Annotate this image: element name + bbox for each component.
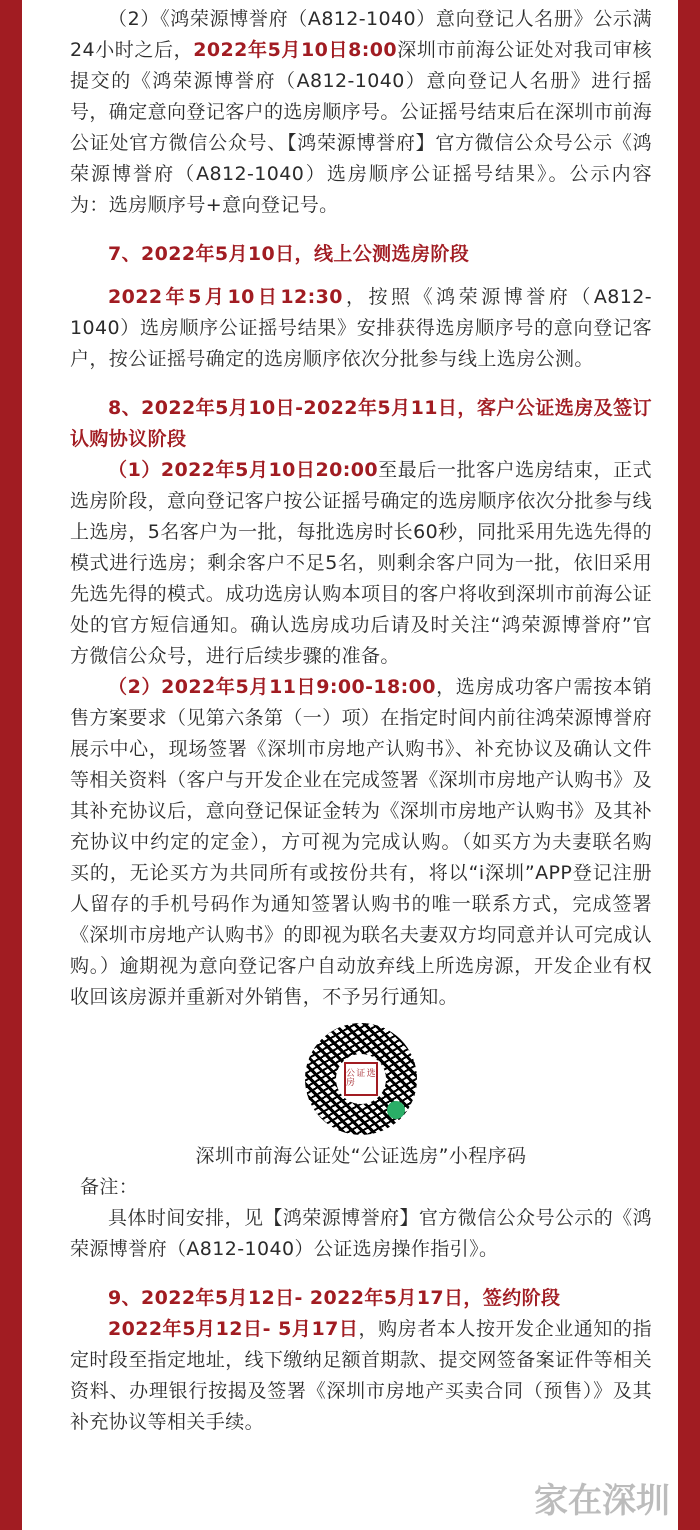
left-red-border [0, 0, 22, 1530]
highlight-date: （2）2022年5月11日9:00-18:00 [108, 676, 436, 698]
section-8-item-2 [70, 672, 652, 1013]
mini-program-icon [387, 1101, 405, 1119]
section-8-heading: 8、2022年5月10日-2022年5月11日，客户公证选房及签订认购协议阶段 [70, 397, 652, 450]
seal-icon: 公证选房 [344, 1062, 378, 1096]
paragraph-text: ，购房者本人按开发企业通知的指定时段至指定地址，线下缴纳足额首期款、提交网签备案证件等相关资料、办理银行按揭及签署《深圳市房地产买卖合同（预售）》及其补充协议等相关手续。 [70, 1318, 653, 1433]
highlight-date: 2022年5月12日- 5月17日 [108, 1318, 359, 1340]
section-9-heading: 9、2022年5月12日- 2022年5月17日，签约阶段 [108, 1287, 561, 1309]
article-body [70, 0, 652, 1438]
qr-code-block [70, 1023, 652, 1135]
section-9-body [70, 1314, 652, 1438]
highlight-date: 2022年5月10日12:30 [108, 286, 343, 308]
paragraph-text: 至最后一批客户选房结束，正式选房阶段，意向登记客户按公证摇号确定的选房顺序依次分批参与线上选房，5名客户为一批，每批选房时长60秒，同批采用先选先得的模式进行选房；剩余客户不足5名，则剩余客户同为一批，依旧采用先选先得的模式。成功选房认购本项目的客户将收到深圳市前海公证处的官方短信通知。确认选房成功后请及时关注“鸿荣源博誉府”官方微信公众号，进行后续步骤的准备。 [70, 459, 653, 667]
right-red-border [678, 0, 700, 1530]
paragraph-text: ，按照《鸿荣源博誉府（A812-1040）选房顺序公证摇号结果》安排获得选房顺序号的意向登记客户，按公证摇号确定的选房顺序依次分批参与线上选房公测。 [70, 286, 652, 370]
section-8-item-1 [70, 455, 652, 672]
highlight-date: （1）2022年5月10日20:00 [108, 459, 378, 481]
qr-caption: 深圳市前海公证处“公证选房”小程序码 [195, 1145, 527, 1167]
note-label: 备注： [80, 1176, 139, 1198]
paragraph-text: 深圳市前海公证处对我司审核提交的《鸿荣源博誉府（A812-1040）意向登记人名册》进行摇号，确定意向登记客户的选房顺序号。公证摇号结束后在深圳市前海公证处官方微信公众号、【鸿荣源博誉府】官方微信公众号公示《鸿荣源博誉府（A812-1040）选房顺序公证摇号结果》。公示内容为：选房顺序号+意向登记号。 [70, 39, 653, 216]
section-7-heading: 7、2022年5月10日，线上公测选房阶段 [108, 243, 470, 265]
paragraph-text: （2）《鸿荣源博誉府（A812-1040）意向登记人名册》公示满24小时之后， [70, 8, 652, 61]
mini-program-qr-code[interactable] [305, 1023, 417, 1135]
qr-center-logo [336, 1054, 386, 1104]
site-watermark: 家在深圳 [534, 1481, 670, 1521]
section-7-body [70, 282, 652, 375]
highlight-date: 2022年5月10日8:00 [193, 39, 397, 61]
note-text: 具体时间安排，见【鸿荣源博誉府】官方微信公众号公示的《鸿荣源博誉府（A812-1040）公证选房操作指引》。 [70, 1207, 652, 1260]
paragraph-registration-list [70, 4, 652, 221]
paragraph-text: ，选房成功客户需按本销售方案要求（见第六条第（一）项）在指定时间内前往鸿荣源博誉府展示中心，现场签署《深圳市房地产认购书》、补充协议及确认文件等相关资料（客户与开发企业在完成签署《深圳市房地产认购书》及其补充协议后，意向登记保证金转为《深圳市房地产认购书》及其补充协议中约定的定金），方可视为完成认购。（如买方为夫妻联名购买的，无论买方为共同所有或按份共有，将以“i深圳”APP登记注册人留存的手机号码作为通知签署认购书的唯一联系方式，完成签署《深圳市房地产认购书》的即视为联名夫妻双方均同意并认可完成认购。）逾期视为意向登记客户自动放弃线上所选房源，开发企业有权收回该房源并重新对外销售，不予另行通知。 [70, 676, 653, 1008]
